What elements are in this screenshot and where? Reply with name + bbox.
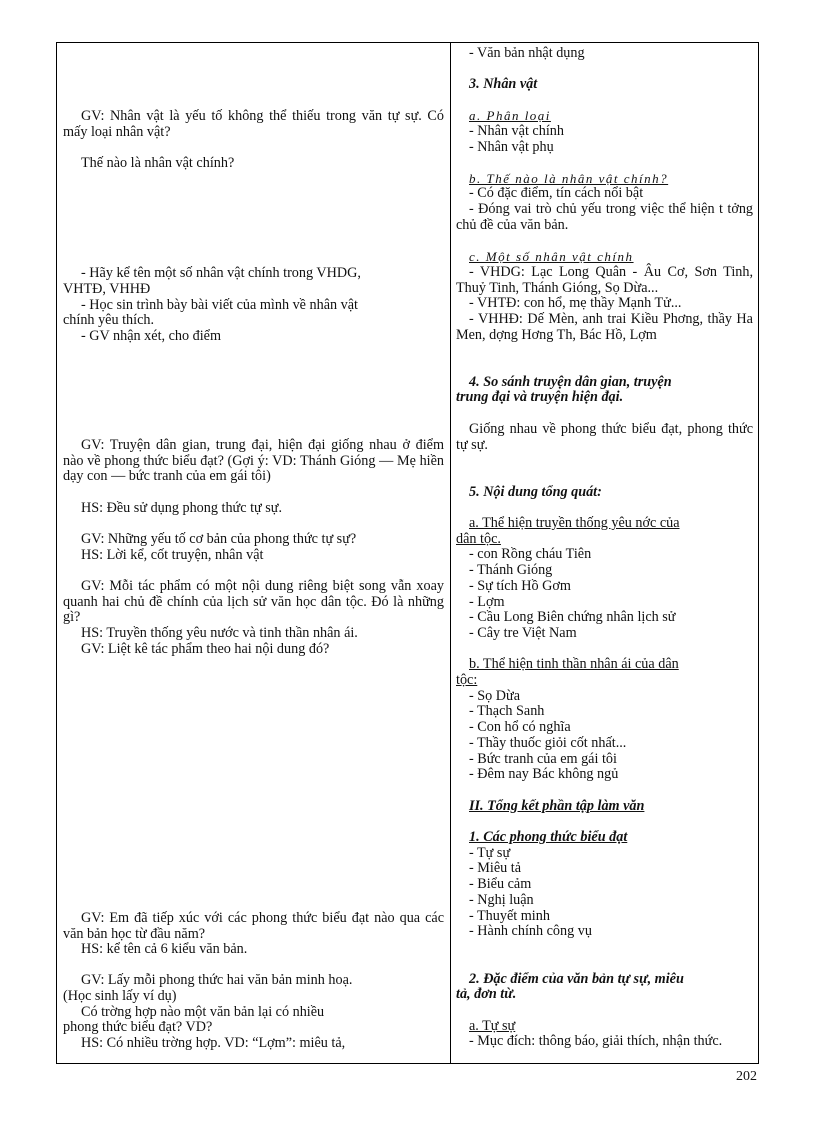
activity-text: GV: Liệt kê tác phẩm theo hai nội dung đó? [81, 641, 330, 657]
content-text: - Văn bản nhật dụng [469, 45, 585, 61]
content-text: - VHHĐ: Dế Mèn, anh trai Kiều Phơng, thầy Ha Men, dợng Hơng Th, Bác Hồ, Lợm [456, 311, 753, 343]
content-text: - Mục đích: thông báo, giải thích, nhận thức. [469, 1033, 723, 1049]
activity-text: GV: Em đã tiếp xúc với các phong thức biểu đạt nào qua các văn bản học từ đầu năm? [63, 910, 444, 942]
activity-text: - Hãy kể tên một số nhân vật chính trong VHDG, [81, 265, 361, 281]
activity-text: HS: Có nhiều trờng hợp. VD: “Lợm”: miêu tả, [81, 1035, 346, 1051]
subheading: a. Tự sự [469, 1018, 516, 1034]
activity-text: HS: Đều sử dụng phong thức tự sự. [81, 500, 283, 516]
subheading: tộc: [456, 672, 478, 688]
content-text: - Miêu tả [469, 860, 522, 876]
activity-text: Có trờng hợp nào một văn bản lại có nhiều [81, 1004, 325, 1020]
subheading: a. Thể hiện truyền thống yêu nớc của [469, 515, 680, 531]
content-text: - Sọ Dừa [469, 688, 521, 704]
content-text: - Hành chính công vụ [469, 923, 592, 939]
content-text: - Nhân vật chính [469, 123, 564, 139]
activity-text: Thế nào là nhân vật chính? [81, 155, 235, 171]
section-heading: 4. So sánh truyện dân gian, truyện [469, 374, 672, 390]
content-text: - Thuyết minh [469, 908, 550, 924]
section-heading: trung đại và truyện hiện đại. [456, 389, 624, 405]
activity-text: GV: Truyện dân gian, trung đại, hiện đại giống nhau ở điểm nào về phong thức biểu đạt? (Gợi ý: VD: Thánh Gióng — Mẹ hiền dạy con — bức tranh của em gái tôi) [63, 437, 445, 484]
subheading: dân tộc. [456, 531, 501, 547]
activity-text: (Học sinh lấy ví dụ) [63, 988, 177, 1004]
content-text: - Có đặc điểm, tín cách nổi bật [469, 185, 644, 201]
content-text: - Đêm nay Bác không ngủ [469, 766, 619, 782]
content-text: - Đóng vai trò chủ yếu trong việc thể hiện t tởng chủ đề của văn bản. [456, 201, 754, 233]
activity-text: chính yêu thích. [63, 312, 155, 328]
activity-text: - Học sin trình bày bài viết của mình về nhân vật [81, 297, 358, 313]
content-text: - Cây tre Việt Nam [469, 625, 577, 641]
activity-text: GV: Mỗi tác phẩm có một nội dung riêng biệt song vẫn xoay quanh hai chủ đề chính của lịch sử văn học dân tộc. Đó là những gì? [63, 578, 445, 625]
content-text: - Nghị luận [469, 892, 534, 908]
activity-text: HS: Truyền thống yêu nước và tinh thần nhân ái. [81, 625, 358, 641]
subheading: b. Thể hiện tinh thần nhân ái của dân [469, 656, 679, 672]
page-number: 202 [736, 1069, 757, 1084]
activity-text: GV: Lấy mỗi phong thức hai văn bản minh hoạ. [81, 972, 353, 988]
content-text: - Bức tranh của em gái tôi [469, 751, 617, 767]
content-text: - Con hổ có nghĩa [469, 719, 571, 735]
lesson-content-column [451, 43, 758, 1063]
activity-text: - GV nhận xét, cho điểm [81, 328, 222, 344]
activity-text: HS: Lời kể, cốt truyện, nhân vật [81, 547, 264, 563]
content-text: - Lợm [469, 594, 505, 610]
lesson-table [56, 42, 759, 1064]
activity-text: VHTĐ, VHHĐ [63, 281, 151, 297]
content-text: - Thánh Gióng [469, 562, 553, 578]
content-text: - Cầu Long Biên chứng nhân lịch sử [469, 609, 676, 625]
section-heading: 5. Nội dung tổng quát: [469, 484, 602, 500]
content-text: - Thạch Sanh [469, 703, 545, 719]
section-heading: 1. Các phong thức biểu đạt [469, 829, 628, 845]
content-text: - VHDG: Lạc Long Quân - Âu Cơ, Sơn Tinh, Thuỷ Tinh, Thánh Gióng, Sọ Dừa... [456, 264, 753, 296]
content-text: - Sự tích Hồ Gơm [469, 578, 571, 594]
content-text: - Tự sự [469, 845, 511, 861]
content-text: - VHTĐ: con hổ, mẹ thầy Mạnh Tử... [469, 295, 682, 311]
content-text: - con Rồng cháu Tiên [469, 546, 592, 562]
content-text: - Nhân vật phụ [469, 139, 554, 155]
activity-text: phong thức biểu đạt? VD? [63, 1019, 213, 1035]
section-heading: 3. Nhân vật [469, 76, 538, 92]
content-text: - Biểu cảm [469, 876, 532, 892]
teacher-student-activities-column [57, 43, 450, 1063]
content-text: Giống nhau về phong thức biểu đạt, phong thức tự sự. [456, 421, 753, 453]
subheading: c. Một số nhân vật chính [469, 249, 634, 264]
content-text: - Thầy thuốc giỏi cốt nhất... [469, 735, 627, 751]
activity-text: GV: Những yếu tố cơ bản của phong thức tự sự? [81, 531, 357, 547]
part-heading: II. Tổng kết phần tập làm văn [469, 798, 645, 814]
subheading: a. Phân loại [469, 108, 551, 123]
activity-text: HS: kể tên cả 6 kiểu văn bản. [81, 941, 248, 957]
section-heading: 2. Đặc điểm của văn bản tự sự, miêu [469, 971, 684, 987]
subheading: b. Thế nào là nhân vật chính? [469, 171, 669, 186]
activity-text: GV: Nhân vật là yếu tố không thể thiếu trong văn tự sự. Có mấy loại nhân vật? [63, 108, 444, 140]
section-heading: tả, đơn từ. [456, 986, 517, 1002]
